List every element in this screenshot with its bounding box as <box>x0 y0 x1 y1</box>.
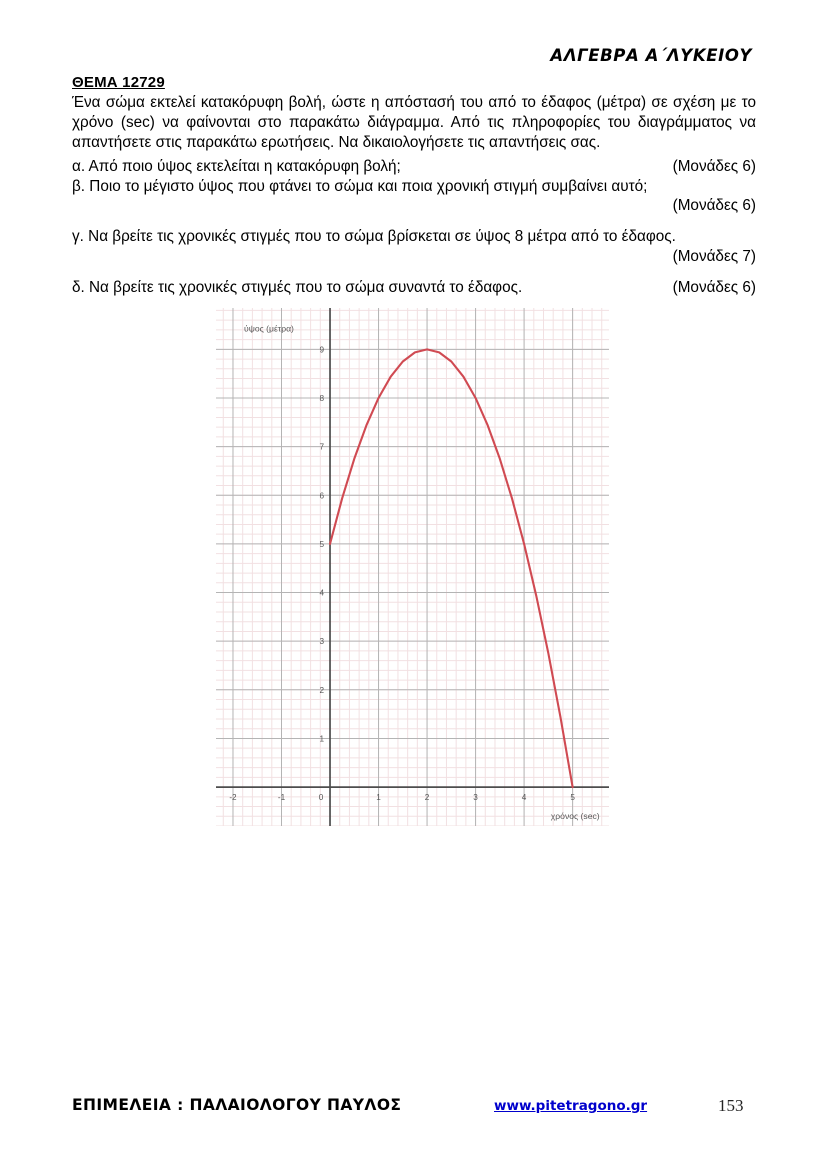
question-b-text: β. Ποιο το μέγιστο ύψος που φτάνει το σώμα και ποια χρονική στιγμή συμβαίνει αυτό; <box>72 177 648 195</box>
exercise-content <box>72 74 756 298</box>
svg-text:5: 5 <box>570 793 575 803</box>
exercise-statement: Ένα σώμα εκτελεί κατακόρυφη βολή, ώστε η απόστασή του από το έδαφος (μέτρα) σε σχέση με το χρόνο (sec) να φαίνονται στο παρακάτω διάγραμμα. Από τις πληροφορίες του διαγράμματος να απαντήσετε στις παρακάτω ερωτήσεις. Να δικαιολογήσετε τις απαντήσεις σας. <box>72 94 756 151</box>
question-d-units: (Μονάδες 6) <box>672 279 756 296</box>
question-item-a <box>72 157 756 177</box>
svg-text:3: 3 <box>473 793 478 803</box>
svg-text:2: 2 <box>424 793 430 803</box>
svg-text:-2: -2 <box>229 793 237 803</box>
svg-text:-1: -1 <box>277 793 286 803</box>
svg-text:9: 9 <box>319 345 325 355</box>
document-header-title: ΑΛΓΕΒΡΑ Α΄ΛΥΚΕΙΟΥ <box>550 46 752 65</box>
svg-text:6: 6 <box>319 491 325 501</box>
question-item-c <box>72 227 756 247</box>
svg-text:1: 1 <box>319 734 325 744</box>
question-a-units: (Μονάδες 6) <box>672 157 756 175</box>
svg-text:4: 4 <box>521 793 527 803</box>
svg-text:4: 4 <box>319 588 325 598</box>
footer-website-link[interactable]: www.pitetragono.gr <box>494 1098 648 1114</box>
svg-text:0: 0 <box>318 793 324 803</box>
question-item-d <box>72 278 756 298</box>
question-c-units: (Μονάδες 7) <box>672 248 756 266</box>
question-d-text: δ. Να βρείτε τις χρονικές στιγμές που το σώμα συναντά το έδαφος. <box>72 279 523 296</box>
question-item-b <box>72 177 756 197</box>
exercise-title: ΘΕΜΑ 12729 <box>72 74 165 91</box>
svg-text:7: 7 <box>319 442 325 452</box>
svg-text:5: 5 <box>319 539 325 549</box>
svg-text:2: 2 <box>319 685 325 695</box>
chart-minor-gridlines <box>216 308 609 826</box>
footer-page-number: 153 <box>718 1096 744 1115</box>
svg-text:8: 8 <box>319 393 325 403</box>
chart-canvas <box>216 308 609 826</box>
chart-y-axis-label: ύψος (μέτρα) <box>244 323 294 334</box>
question-c-text: γ. Να βρείτε τις χρονικές στιγμές που το σώμα βρίσκεται σε ύψος 8 μέτρα από το έδαφος. <box>72 228 676 246</box>
footer-author: ΕΠΙΜΕΛΕΙΑ : ΠΑΛΑΙΟΛΟΓΟΥ ΠΑΥΛΟΣ <box>72 1096 402 1114</box>
question-b-units: (Μονάδες 6) <box>672 197 756 215</box>
svg-text:1: 1 <box>376 793 381 803</box>
chart-x-axis-label: χρόνος (sec) <box>550 811 600 822</box>
projectile-height-chart <box>216 308 609 826</box>
question-a-text: α. Από ποιο ύψος εκτελείται η κατακόρυφη βολή; <box>72 157 401 175</box>
chart-curve-height <box>330 349 573 787</box>
page-footer <box>0 1096 828 1126</box>
svg-text:3: 3 <box>319 637 325 647</box>
